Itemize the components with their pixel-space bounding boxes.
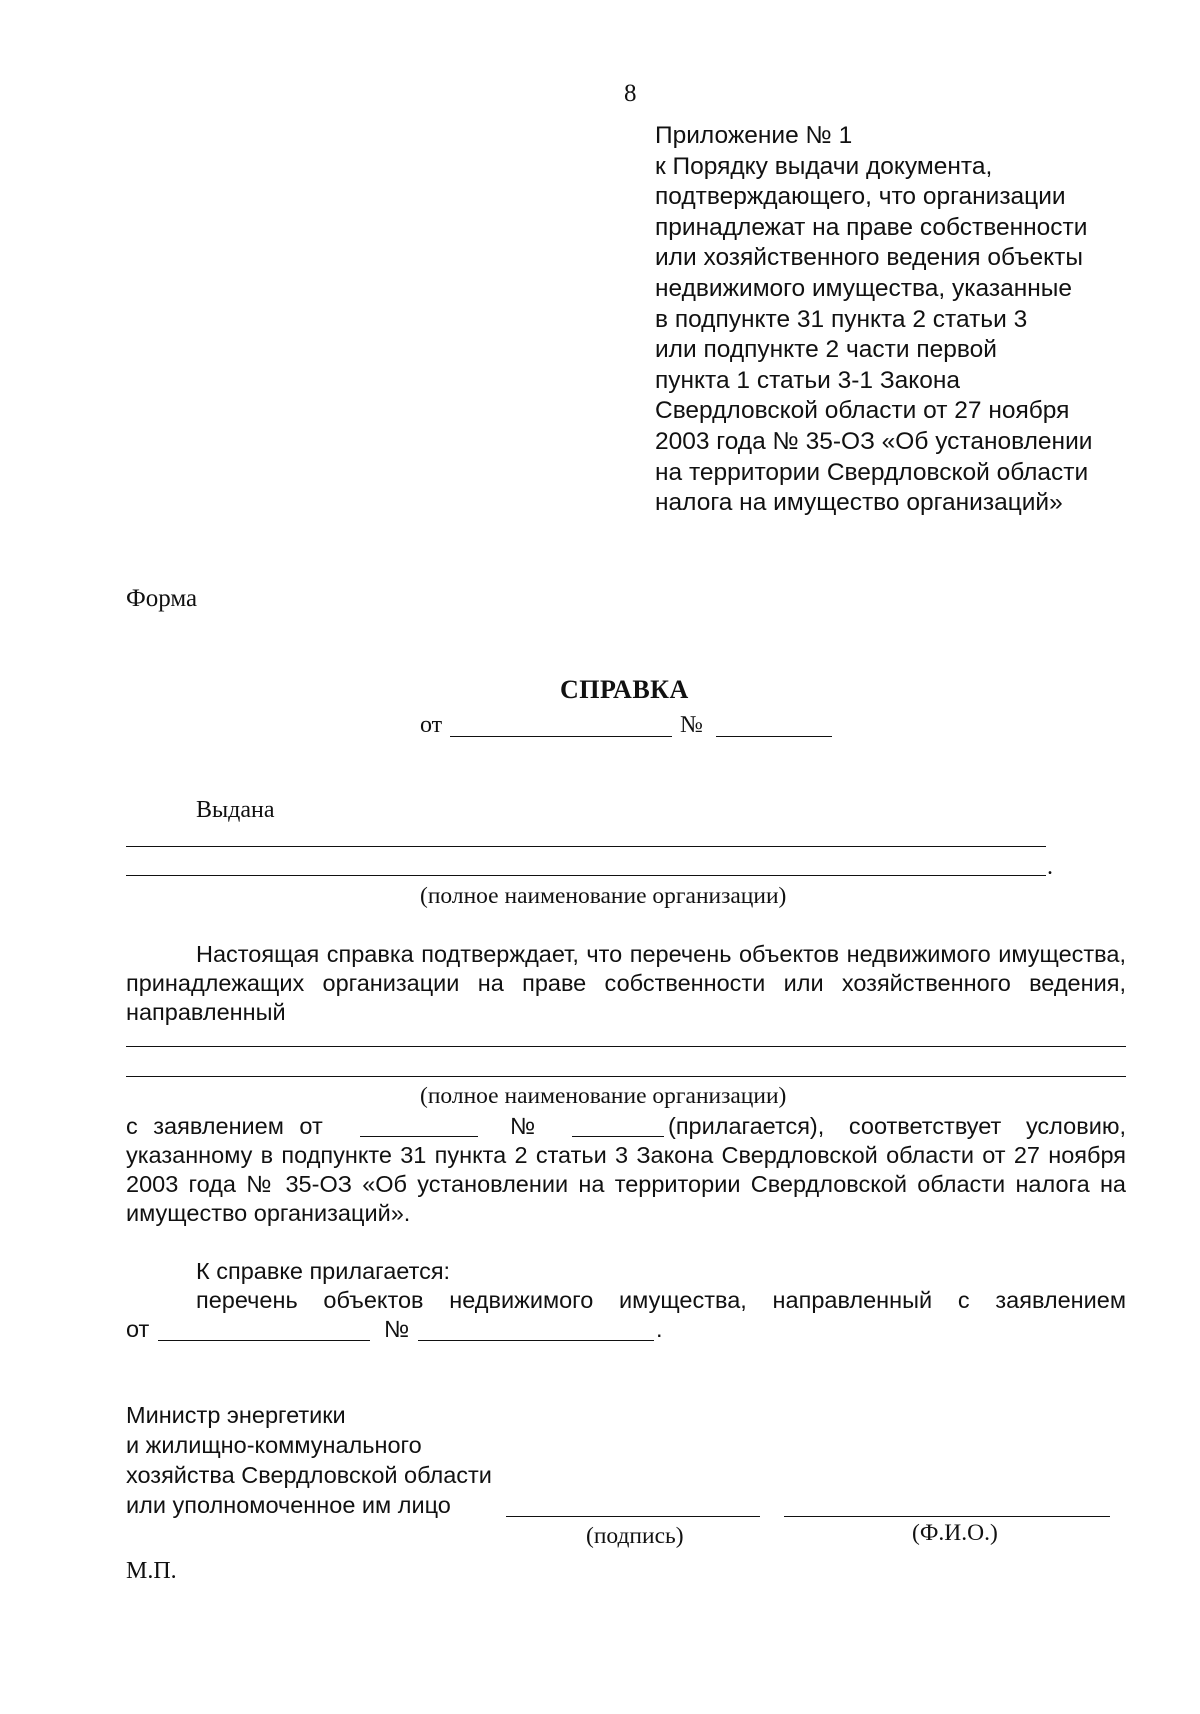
application-condition-text: (прилагается), соответствует условию, (668, 1113, 1126, 1139)
signature-field[interactable] (506, 1516, 760, 1517)
application-number-field[interactable] (572, 1136, 664, 1137)
full-name-caption: (Ф.И.О.) (912, 1520, 998, 1546)
organization-name-field-2[interactable] (126, 875, 1046, 876)
paragraph2-line2: указанному в подпункте 31 пункта 2 статьи 3 Закона Свердловской области от 27 ноября (126, 1142, 1126, 1168)
appendix-line: 2003 года № 35-ОЗ «Об установлении (655, 427, 1093, 455)
attachment-date-field[interactable] (158, 1340, 370, 1341)
date-from-label: от (420, 712, 443, 738)
signature-caption: (подпись) (586, 1523, 684, 1549)
appendix-line: налога на имущество организаций» (655, 489, 1063, 517)
appendix-line: Приложение № 1 (655, 122, 853, 149)
organization-name-field[interactable] (126, 846, 1046, 847)
signatory-title-line4: или уполномоченное им лицо (126, 1492, 451, 1518)
paragraph1-line1: Настоящая справка подтверждает, что перечень объектов недвижимого имущества, (196, 941, 1126, 967)
recipient-name-field[interactable] (126, 1046, 1126, 1047)
organization-caption: (полное наименование организации) (420, 883, 787, 909)
paragraph1-line3: направленный (126, 999, 286, 1025)
stamp-label: М.П. (126, 1558, 177, 1584)
recipient-caption: (полное наименование организации) (420, 1083, 787, 1109)
paragraph2-line4: имущество организаций». (126, 1200, 411, 1226)
form-label: Форма (126, 585, 198, 612)
document-title: СПРАВКА (560, 675, 689, 704)
attachment-period: . (656, 1316, 663, 1342)
attachment-number-field[interactable] (418, 1340, 654, 1341)
appendix-line: или подпункте 2 части первой (655, 336, 997, 364)
application-from-label: с заявлением от (126, 1113, 323, 1139)
issued-label: Выдана (196, 797, 275, 823)
appendix-line: на территории Свердловской области (655, 458, 1089, 486)
application-number-label: № (510, 1113, 536, 1139)
appendix-line: Свердловской области от 27 ноября (655, 397, 1070, 425)
page-number: 8 (624, 80, 637, 107)
number-label: № (680, 712, 703, 738)
number-field[interactable] (716, 736, 832, 737)
signatory-title-line3: хозяйства Свердловской области (126, 1462, 492, 1488)
recipient-name-field-2[interactable] (126, 1076, 1126, 1077)
application-date-field[interactable] (360, 1136, 478, 1137)
paragraph1-line2: принадлежащих организации на праве собственности или хозяйственного ведения, (126, 970, 1126, 996)
appendix-line: подтверждающего, что организации (655, 183, 1066, 211)
appendix-line: или хозяйственного ведения объекты (655, 244, 1083, 272)
attachment-heading: К справке прилагается: (196, 1258, 451, 1284)
appendix-line: в подпункте 31 пункта 2 статьи 3 (655, 305, 1028, 333)
date-field[interactable] (450, 736, 672, 737)
signatory-title-line1: Министр энергетики (126, 1402, 346, 1428)
appendix-line: пункта 1 статьи 3-1 Закона (655, 366, 961, 394)
attachment-from-label: от (126, 1316, 150, 1342)
appendix-line: принадлежат на праве собственности (655, 213, 1088, 241)
appendix-header (655, 121, 1092, 519)
appendix-line: к Порядку выдачи документа, (655, 152, 993, 180)
signatory-title-line2: и жилищно-коммунального (126, 1432, 422, 1458)
appendix-line: недвижимого имущества, указанные (655, 274, 1073, 302)
issued-period: . (1047, 854, 1053, 880)
attachment-number-label: № (384, 1316, 410, 1342)
full-name-field[interactable] (784, 1516, 1110, 1517)
paragraph2-line3: 2003 года № 35-ОЗ «Об установлении на территории Свердловской области налога на (126, 1171, 1126, 1197)
attachment-line1: перечень объектов недвижимого имущества, направленный с заявлением (196, 1287, 1126, 1313)
